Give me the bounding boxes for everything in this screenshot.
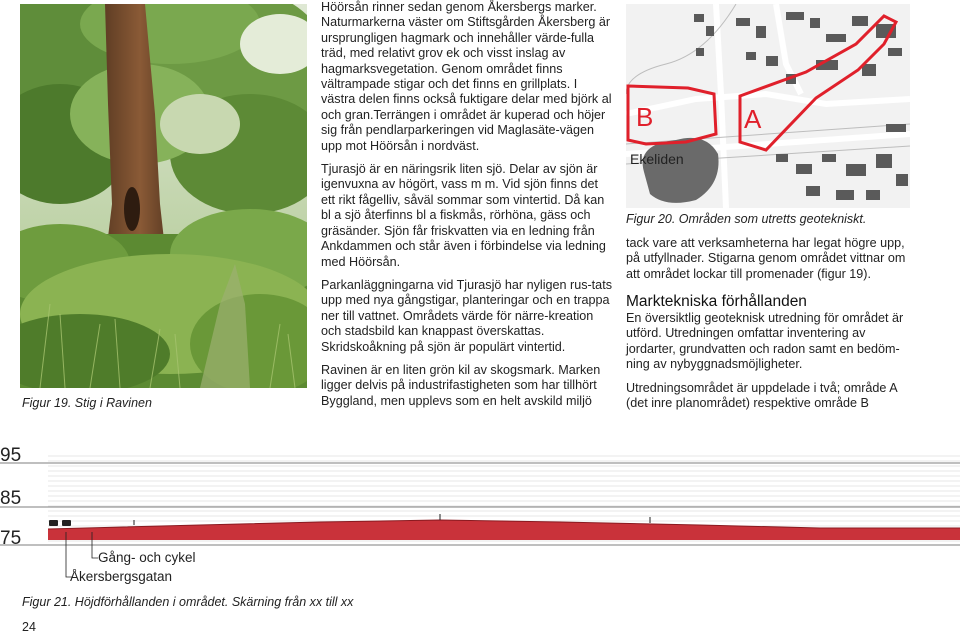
paragraph-tjurasjo: Tjurasjö är en näringsrik liten sjö. Delar av sjön är igenvuxna av högört, vass m m. Vid sjön finns det ett rikt fågelliv, såväl sommar som vintertid. Då kan bl a sjö återfinns bl a fiskmås, rörhöna, gäss och gräsänder. Sjön får friskvatten via en ledning från Ankdammen och står även i förbindelse via ledning med Höörsån. [321,162,606,269]
figure-21-caption: Figur 21. Höjdförhållanden i området. Skärning från xx till xx [22,595,354,609]
label-gang-och-cykel: Gång- och cykel [98,550,196,565]
col3-paragraph-2: En översiktlig geoteknisk utredning för området är utförd. Utredningen omfattar inventering av jordarter, grundvatten och radon samt en bedöm-ning av nybyggnadsmöjligheter. [626,311,904,372]
figure-20-caption: Figur 20. Områden som utretts geotekniskt. [626,212,867,226]
figure-20-map [626,4,910,208]
elevation-level-95: 95 [0,445,22,466]
elevation-level-75: 75 [0,528,22,549]
map-label-a: A [744,104,762,134]
map-label-b: B [636,102,654,132]
page-number: 24 [22,620,36,634]
main-text-column [321,0,613,417]
elevation-level-85: 85 [0,488,22,509]
paragraph-ravinen: Ravinen är en liten grön kil av skogsmark. Marken ligger delvis på industrifastigheten som har tillhört Byggland, men upplevs som en helt avskild miljö [321,362,601,408]
paragraph-parkanlaggningar: Parkanläggningarna vid Tjurasjö har nyligen rus-tats upp med nya gångstigar, planteringar och en trappa ner till vattnet. Områdets värde för närre-kreation och stadsbild kan knappast överskattas. Skridskoåkning på sjön är populärt vintertid. [321,277,612,354]
label-akersbergsgatan: Åkersbergsgatan [70,569,173,584]
map-label-ekeliden: Ekeliden [630,151,684,167]
section-heading: Marktekniska förhållanden [626,293,807,310]
figure-19-caption: Figur 19. Stig i Ravinen [22,396,152,410]
figure-19-photo [20,4,307,388]
col3-paragraph-1: tack vare att verksamheterna har legat högre upp, på utfyllnader. Stigarna genom området vittnar om att området lockar till promenader (figur 19). [626,236,906,281]
paragraph-akersberg: Höörsån rinner sedan genom Åkersbergs marker. Naturmarkerna väster om Stiftsgården Åkersberg är ursprungligen hagmark och innehåller värde-fulla träd, med relativt grov ek och visst inslag av hagmarksvegetation. Genom området finns vältrampade stigar och det finns en grillplats. I västra delen finns också fuktigare delar med björk al och gran.Terrängen i området är kuperad och höjer sig från pendlarparkeringen vid Maglasäte-vägen upp mot Höörsån i nordväst. [321,0,612,153]
col3-paragraph-3: Utredningsområdet är uppdelade i två; område A (det inre planområdet) respektive område B [626,381,897,411]
